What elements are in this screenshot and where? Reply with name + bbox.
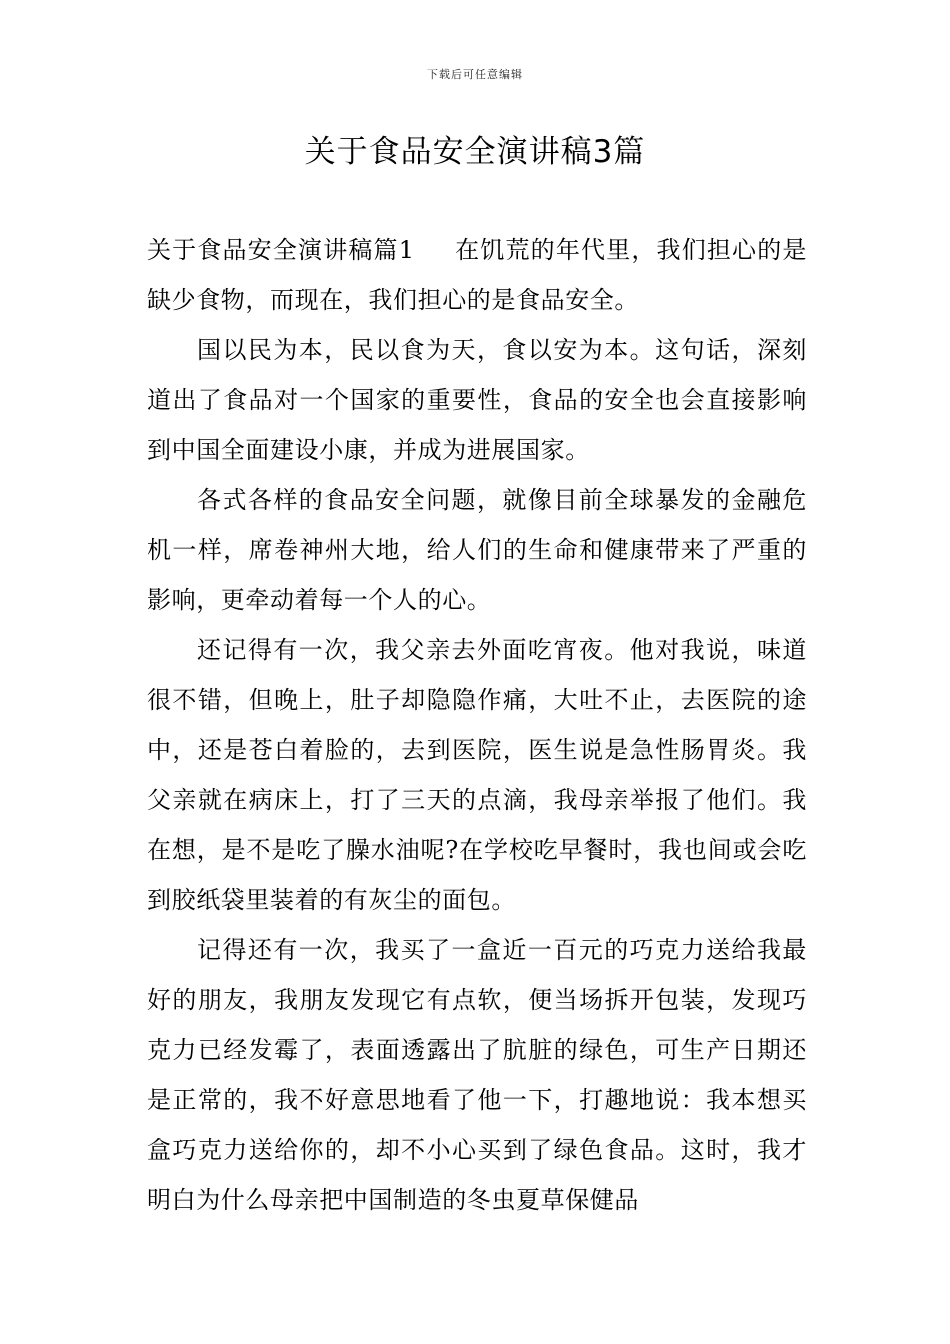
document-body: [147, 225, 807, 1225]
header-note: 下载后可任意编辑: [427, 68, 523, 81]
paragraph-text: 在饥荒的年代里，我们担心的是缺少食物，而现在，我们担心的是食品安全。: [147, 236, 807, 314]
section-label: 关于食品安全演讲稿篇1: [147, 236, 415, 264]
paragraph: 国以民为本，民以食为天，食以安为本。这句话，深刻道出了食品对一个国家的重要性，食品的安全也会直接影响到中国全面建设小康，并成为进展国家。: [147, 336, 807, 464]
paragraph-intro: [147, 225, 807, 325]
document-title: 关于食品安全演讲稿3篇: [304, 134, 646, 170]
paragraph: 记得还有一次，我买了一盒近一百元的巧克力送给我最好的朋友，我朋友发现它有点软，便当场拆开包装，发现巧克力已经发霉了，表面透露出了肮脏的绿色，可生产日期还是正常的，我不好意思地看了他一下，打趣地说：我本想买盒巧克力送给你的，却不小心买到了绿色食品。这时，我才明白为什么母亲把中国制造的冬虫夏草保健品: [147, 936, 807, 1214]
paragraph: 还记得有一次，我父亲去外面吃宵夜。他对我说，味道很不错，但晚上，肚子却隐隐作痛，大吐不止，去医院的途中，还是苍白着脸的，去到医院，医生说是急性肠胃炎。我父亲就在病床上，打了三天的点滴，我母亲举报了他们。我在想，是不是吃了臊水油呢?在学校吃早餐时，我也间或会吃到胶纸袋里装着的有灰尘的面包。: [147, 636, 807, 914]
paragraph: 各式各样的食品安全问题，就像目前全球暴发的金融危机一样，席卷神州大地，给人们的生命和健康带来了严重的影响，更牵动着每一个人的心。: [147, 486, 807, 614]
